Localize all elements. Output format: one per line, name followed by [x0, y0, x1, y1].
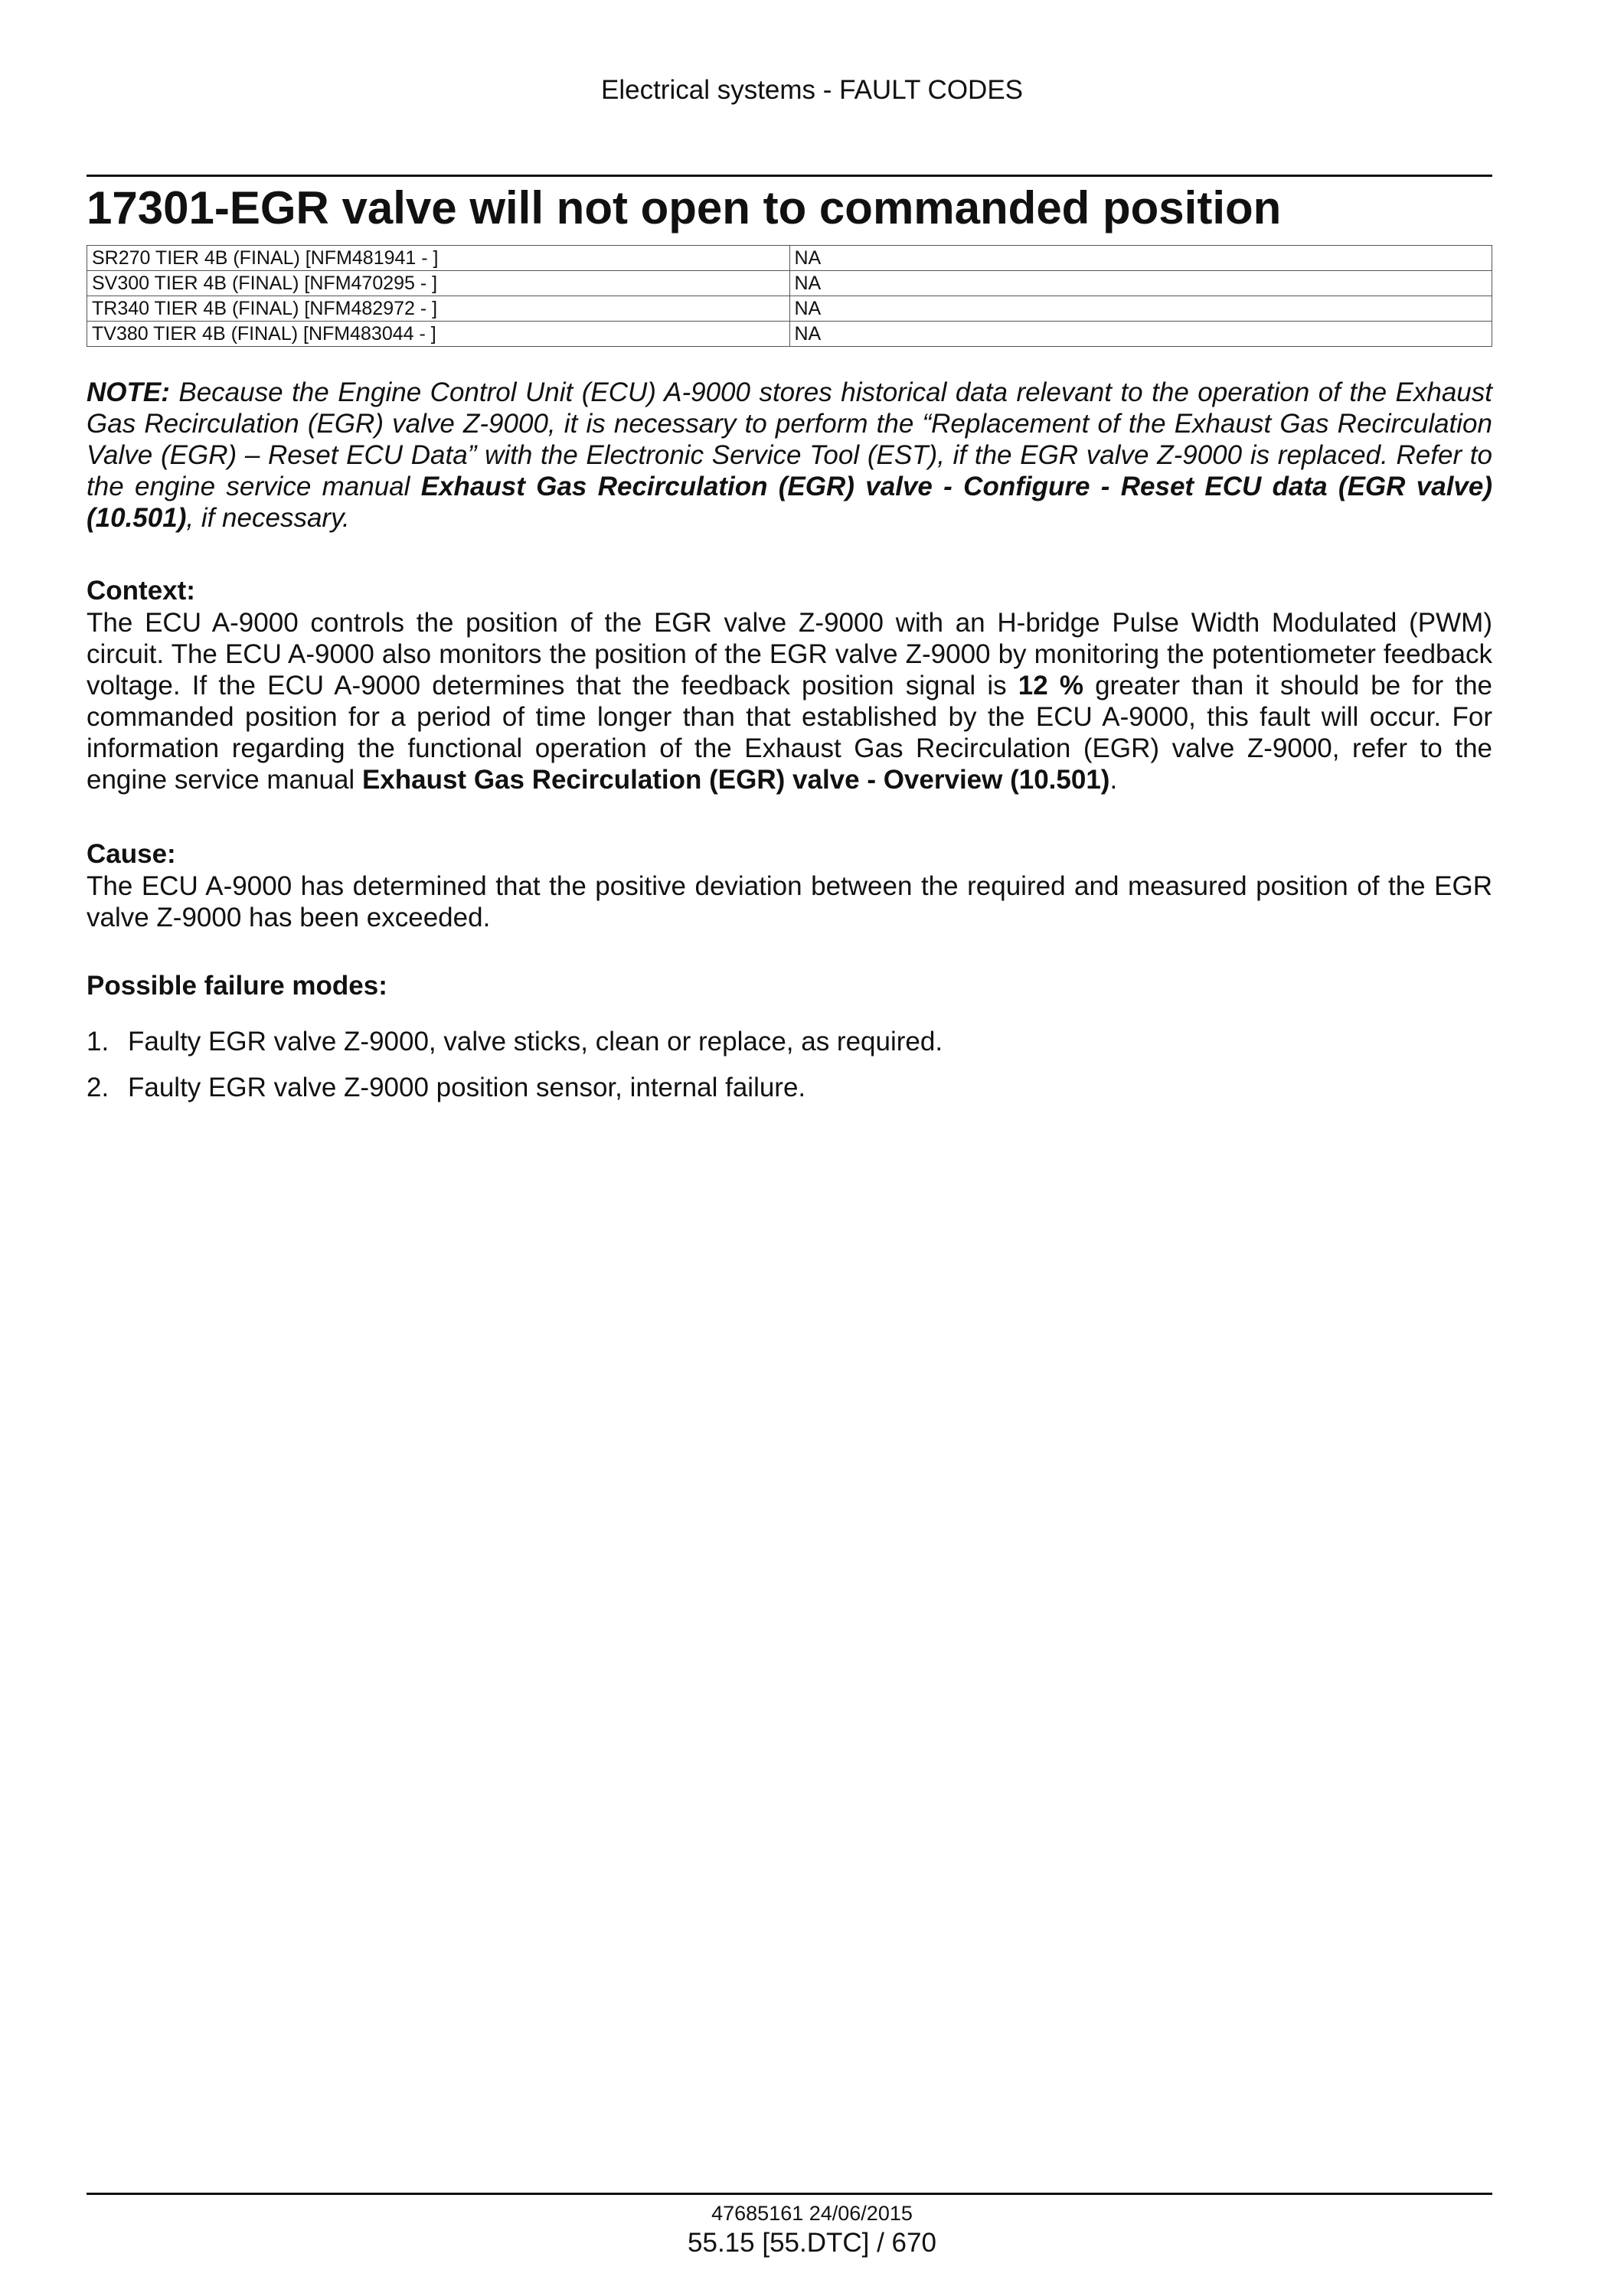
model-cell: TR340 TIER 4B (FINAL) [NFM482972 - ] [87, 296, 790, 322]
note-reference-link[interactable]: Exhaust Gas Recirculation (EGR) valve - Configure - Reset ECU data (EGR valve) (10.501) [87, 472, 1493, 533]
model-cell: SR270 TIER 4B (FINAL) [NFM481941 - ] [87, 246, 790, 271]
note-label: NOTE: [87, 377, 170, 407]
page-number: 55.15 [55.DTC] / 670 [688, 2228, 936, 2258]
model-cell: SV300 TIER 4B (FINAL) [NFM470295 - ] [87, 271, 790, 296]
table-row [87, 296, 1492, 322]
value-cell: NA [789, 322, 1492, 347]
list-item [87, 1072, 943, 1103]
note-text: Because the Engine Control Unit (ECU) A-9000 stores historical data relevant to the operation of the Exhaust Gas Recirculation (EGR) valve Z-9000, it is necessary to perform the “Replacement of the Exhaust Gas Recirculation Valve (EGR) – Reset ECU Data” with the Electronic Service Tool (EST), if the EGR valve Z-9000 is replaced. Refer to the engine service manual [87, 377, 1492, 501]
list-item [87, 1026, 943, 1057]
list-item-text: Faulty EGR valve Z-9000, valve sticks, clean or replace, as required. [128, 1027, 943, 1057]
failure-modes-heading: Possible failure modes: [87, 971, 387, 1001]
context-text-a: The ECU A-9000 controls the position of the EGR valve Z-9000 with an H-bridge Pulse Width Modulated (PWM) circuit. The ECU A-9000 also monitors the position of the EGR valve Z-9000 by monitoring the potentiometer feedback voltage. If the ECU A-9000 determines that the feedback position signal is [87, 608, 1492, 701]
list-item-number: 1. [87, 1027, 109, 1057]
list-item-number: 2. [87, 1073, 109, 1102]
note-tail: , if necessary. [186, 503, 350, 533]
document-id: 47685161 24/06/2015 [711, 2202, 913, 2225]
page-header: Electrical systems - FAULT CODES [600, 75, 1024, 105]
model-cell: TV380 TIER 4B (FINAL) [NFM483044 - ] [87, 322, 790, 347]
threshold-value: 12 % [1018, 671, 1083, 701]
cause-heading: Cause: [87, 839, 176, 869]
cause-paragraph: The ECU A-9000 has determined that the positive deviation between the required and measured position of the EGR valve Z-9000 has been exceeded. [87, 871, 1492, 932]
value-cell: NA [789, 296, 1492, 322]
context-heading: Context: [87, 576, 195, 606]
failure-modes-list [87, 1026, 943, 1118]
table-row [87, 271, 1492, 296]
context-text-b: greater than it should be for the commanded position for a period of time longer than that established by the ECU A-9000, this fault will occur. For information regarding the functional operation of the Exhaust Gas Recirculation (EGR) valve Z-9000, refer to the engine service manual [87, 671, 1492, 795]
note-paragraph [87, 377, 1492, 534]
table-row [87, 322, 1492, 347]
context-reference-link[interactable]: Exhaust Gas Recirculation (EGR) valve - Overview (10.501) [361, 765, 1110, 795]
context-tail: . [1109, 765, 1118, 795]
table-row [87, 246, 1492, 271]
header-rule [87, 175, 1492, 177]
footer-rule [87, 2193, 1492, 2195]
page-title: 17301-EGR valve will not open to commanded position [87, 182, 1282, 234]
list-item-text: Faulty EGR valve Z-9000 position sensor, internal failure. [128, 1073, 806, 1102]
applicability-table [87, 245, 1492, 347]
value-cell: NA [789, 246, 1492, 271]
context-paragraph [87, 607, 1492, 795]
value-cell: NA [789, 271, 1492, 296]
